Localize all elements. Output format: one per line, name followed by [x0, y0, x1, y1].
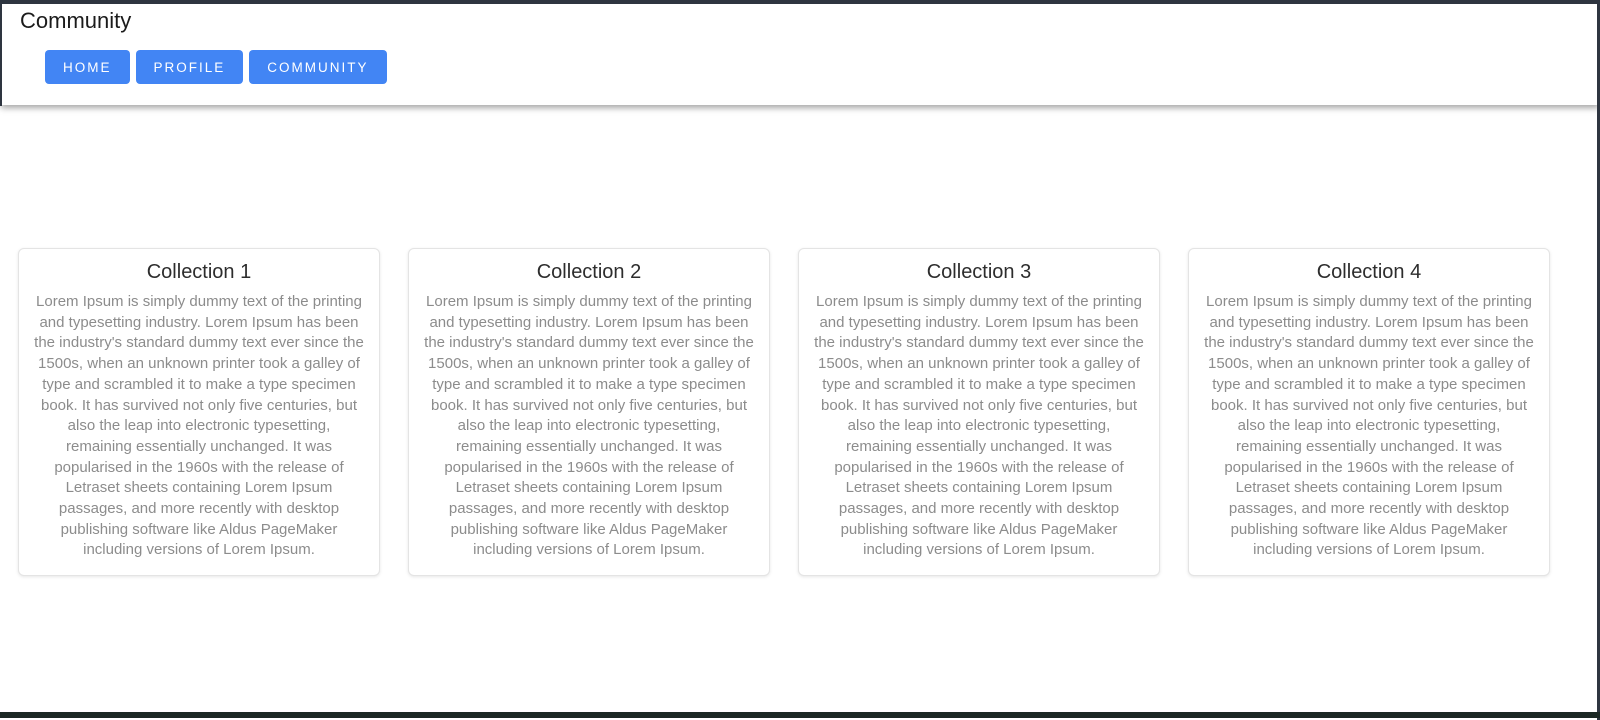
- nav-button-home[interactable]: HOME: [45, 50, 130, 84]
- nav-button-row: [45, 50, 387, 84]
- collection-card-3: [798, 248, 1160, 576]
- collections-row: [18, 248, 1550, 576]
- nav-button-profile[interactable]: PROFILE: [136, 50, 244, 84]
- window-frame-top-border: [0, 0, 1600, 4]
- collection-card-1: [18, 248, 380, 576]
- window-frame-left-border: [0, 0, 2, 106]
- window-frame-bottom-bar: [0, 712, 1600, 718]
- collection-card-title: Collection 4: [1316, 261, 1422, 283]
- collection-card-body: Lorem Ipsum is simply dummy text of the printing and typesetting industry. Lorem Ipsum has been the industry's standard dummy text ever since the 1500s, when an unknown printer took a galley of type and scrambled it to make a type specimen book. It has survived not only five centuries, but also the leap into electronic typesetting, remaining essentially unchanged. It was popularised in the 1960s with the release of Letraset sheets containing Lorem Ipsum passages, and more recently with desktop publishing software like Aldus PageMaker including versions of Lorem Ipsum.: [814, 293, 1144, 559]
- collection-card-body: Lorem Ipsum is simply dummy text of the printing and typesetting industry. Lorem Ipsum has been the industry's standard dummy text ever since the 1500s, when an unknown printer took a galley of type and scrambled it to make a type specimen book. It has survived not only five centuries, but also the leap into electronic typesetting, remaining essentially unchanged. It was popularised in the 1960s with the release of Letraset sheets containing Lorem Ipsum passages, and more recently with desktop publishing software like Aldus PageMaker including versions of Lorem Ipsum.: [34, 293, 364, 559]
- collection-card-body: Lorem Ipsum is simply dummy text of the printing and typesetting industry. Lorem Ipsum has been the industry's standard dummy text ever since the 1500s, when an unknown printer took a galley of type and scrambled it to make a type specimen book. It has survived not only five centuries, but also the leap into electronic typesetting, remaining essentially unchanged. It was popularised in the 1960s with the release of Letraset sheets containing Lorem Ipsum passages, and more recently with desktop publishing software like Aldus PageMaker including versions of Lorem Ipsum.: [424, 293, 754, 559]
- page-header: [0, 4, 1600, 105]
- collection-card-4: [1188, 248, 1550, 576]
- collection-card-title: Collection 3: [926, 261, 1032, 283]
- page-title: Community: [20, 8, 132, 33]
- collection-card-title: Collection 1: [146, 261, 252, 283]
- collection-card-2: [408, 248, 770, 576]
- collection-card-body: Lorem Ipsum is simply dummy text of the printing and typesetting industry. Lorem Ipsum has been the industry's standard dummy text ever since the 1500s, when an unknown printer took a galley of type and scrambled it to make a type specimen book. It has survived not only five centuries, but also the leap into electronic typesetting, remaining essentially unchanged. It was popularised in the 1960s with the release of Letraset sheets containing Lorem Ipsum passages, and more recently with desktop publishing software like Aldus PageMaker including versions of Lorem Ipsum.: [1204, 293, 1534, 559]
- nav-button-community[interactable]: COMMUNITY: [249, 50, 386, 84]
- collection-card-title: Collection 2: [536, 261, 642, 283]
